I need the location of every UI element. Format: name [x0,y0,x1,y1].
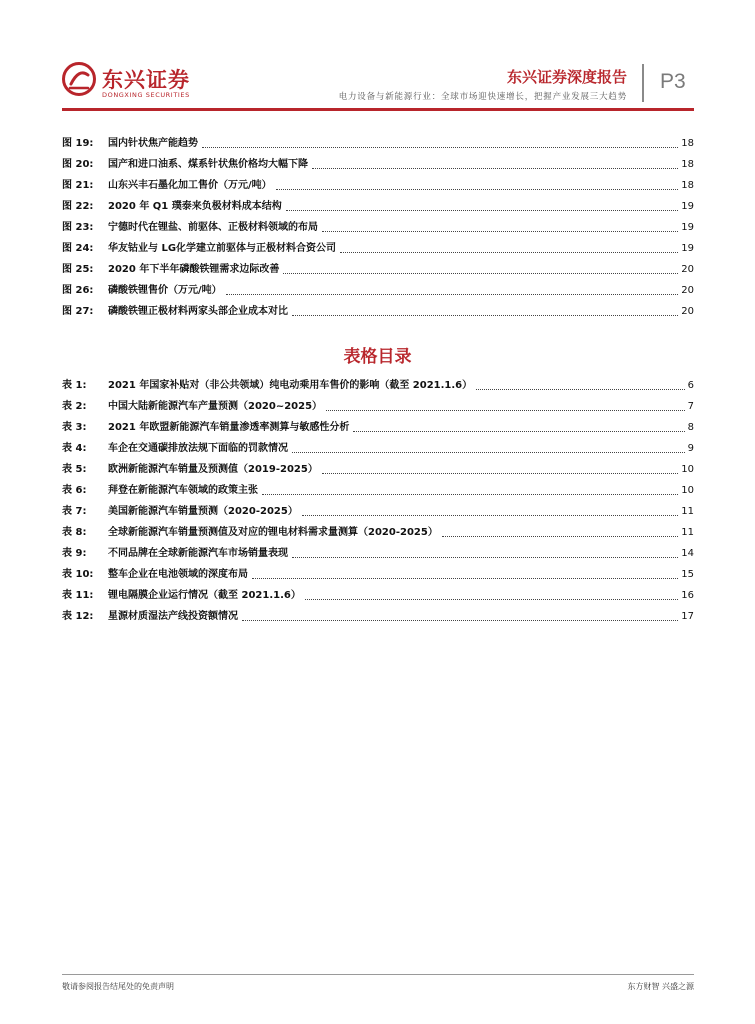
footer-slogan: 东方财智 兴盛之源 [627,982,694,991]
dot-leader [326,409,685,411]
figure-list [62,133,694,322]
table-label: 表 8: [62,527,87,538]
dot-leader [292,556,678,558]
table-page: 17 [681,611,694,622]
figure-title: 国产和进口油系、煤系针状焦价格均大幅下降 [108,159,308,170]
dot-leader [442,535,678,537]
company-logo [62,62,192,106]
figure-page: 20 [681,306,694,317]
table-title: 美国新能源汽车销量预测（2020-2025） [108,506,298,517]
table-entry[interactable] [62,438,694,459]
table-entry[interactable] [62,522,694,543]
disclaimer-note: 敬请参阅报告结尾处的免责声明 [62,982,174,991]
table-title: 锂电隔膜企业运行情况（截至 2021.1.6） [108,590,301,601]
table-label: 表 7: [62,506,87,517]
figure-title: 宁德时代在锂盐、前驱体、正极材料领域的布局 [108,222,318,233]
footer-rule [62,974,694,975]
figure-page: 19 [681,243,694,254]
figure-label: 图 24: [62,243,94,254]
table-page: 11 [681,527,694,538]
table-title: 车企在交通碳排放法规下面临的罚款情况 [108,443,288,454]
table-page: 9 [687,443,694,454]
table-page: 10 [681,485,694,496]
figure-label: 图 21: [62,180,94,191]
dot-leader [262,493,678,495]
figure-title: 2020 年下半年磷酸铁锂需求边际改善 [108,264,280,275]
figure-page: 18 [681,180,694,191]
figure-entry[interactable] [62,238,694,259]
dot-leader [252,577,678,579]
table-title: 拜登在新能源汽车领域的政策主张 [108,485,258,496]
table-page: 16 [681,590,694,601]
figure-page: 18 [681,159,694,170]
table-page: 14 [681,548,694,559]
figure-label: 图 25: [62,264,94,275]
table-title: 不同品牌在全球新能源汽车市场销量表现 [108,548,288,559]
figure-label: 图 26: [62,285,94,296]
figure-title: 磷酸铁锂售价（万元/吨） [108,285,222,296]
dot-leader [340,251,678,253]
figure-entry[interactable] [62,280,694,301]
dot-leader [353,430,684,432]
figure-entry[interactable] [62,175,694,196]
figure-page: 18 [681,138,694,149]
header-rule [62,108,694,111]
table-label: 表 5: [62,464,87,475]
table-label: 表 1: [62,380,87,391]
dot-leader [242,619,678,621]
dot-leader [322,472,678,474]
logo-text-cn: 东兴证券 [102,68,190,92]
table-entry[interactable] [62,396,694,417]
table-page: 11 [681,506,694,517]
dot-leader [276,188,679,190]
table-title: 欧洲新能源汽车销量及预测值（2019-2025） [108,464,318,475]
dot-leader [476,388,684,390]
dot-leader [305,598,678,600]
table-title: 整车企业在电池领域的深度布局 [108,569,248,580]
table-label: 表 11: [62,590,94,601]
table-entry[interactable] [62,459,694,480]
figure-label: 图 19: [62,138,94,149]
table-entry[interactable] [62,417,694,438]
table-entry[interactable] [62,501,694,522]
table-label: 表 9: [62,548,87,559]
figure-label: 图 20: [62,159,94,170]
table-label: 表 4: [62,443,87,454]
figure-title: 华友钴业与 LG化学建立前驱体与正极材料合资公司 [108,243,337,254]
table-label: 表 10: [62,569,94,580]
figure-label: 图 27: [62,306,94,317]
report-title: 东兴证券深度报告 [506,68,627,86]
table-page: 15 [681,569,694,580]
figure-page: 20 [681,285,694,296]
logo-text-en: DONGXING SECURITIES [102,91,190,99]
table-page: 8 [687,422,694,433]
dot-leader [322,230,678,232]
company-logo-icon [62,62,96,96]
figure-entry[interactable] [62,154,694,175]
figure-entry[interactable] [62,133,694,154]
figure-entry[interactable] [62,259,694,280]
figure-title: 磷酸铁锂正极材料两家头部企业成本对比 [108,306,288,317]
table-title: 星源材质湿法产线投资额情况 [108,611,238,622]
dot-leader [286,209,679,211]
table-entry[interactable] [62,585,694,606]
dot-leader [302,514,678,516]
figure-title: 国内针状焦产能趋势 [108,138,198,149]
table-label: 表 6: [62,485,87,496]
figure-title: 山东兴丰石墨化加工售价（万元/吨） [108,180,272,191]
table-page: 6 [687,380,694,391]
table-title: 全球新能源汽车销量预测值及对应的锂电材料需求量测算（2020-2025） [108,527,438,538]
table-title: 2021 年国家补贴对（非公共领域）纯电动乘用车售价的影响（截至 2021.1.6） [108,380,473,391]
tables-heading: 表格目录 [343,347,412,367]
table-label: 表 3: [62,422,87,433]
table-list [62,375,694,627]
table-entry[interactable] [62,564,694,585]
table-entry[interactable] [62,480,694,501]
table-page: 10 [681,464,694,475]
table-label: 表 12: [62,611,94,622]
dot-leader [292,314,678,316]
table-entry[interactable] [62,606,694,627]
page-number: P3 [660,70,686,93]
figure-entry[interactable] [62,217,694,238]
dot-leader [312,167,678,169]
figure-page: 20 [681,264,694,275]
figure-page: 19 [681,222,694,233]
figure-page: 19 [681,201,694,212]
table-entry[interactable] [62,375,694,396]
figure-entry[interactable] [62,301,694,322]
header-divider [642,64,644,102]
figure-entry[interactable] [62,196,694,217]
table-title: 中国大陆新能源汽车产量预测（2020~2025） [108,401,323,412]
figure-label: 图 22: [62,201,94,212]
dot-leader [226,293,679,295]
dot-leader [202,146,678,148]
table-entry[interactable] [62,543,694,564]
report-subtitle: 电力设备与新能源行业：全球市场迎快速增长，把握产业发展三大趋势 [338,92,627,102]
figure-label: 图 23: [62,222,94,233]
dot-leader [283,272,678,274]
table-title: 2021 年欧盟新能源汽车销量渗透率测算与敏感性分析 [108,422,350,433]
table-page: 7 [687,401,694,412]
dot-leader [292,451,685,453]
table-label: 表 2: [62,401,87,412]
figure-title: 2020 年 Q1 璞泰来负极材料成本结构 [108,201,282,212]
